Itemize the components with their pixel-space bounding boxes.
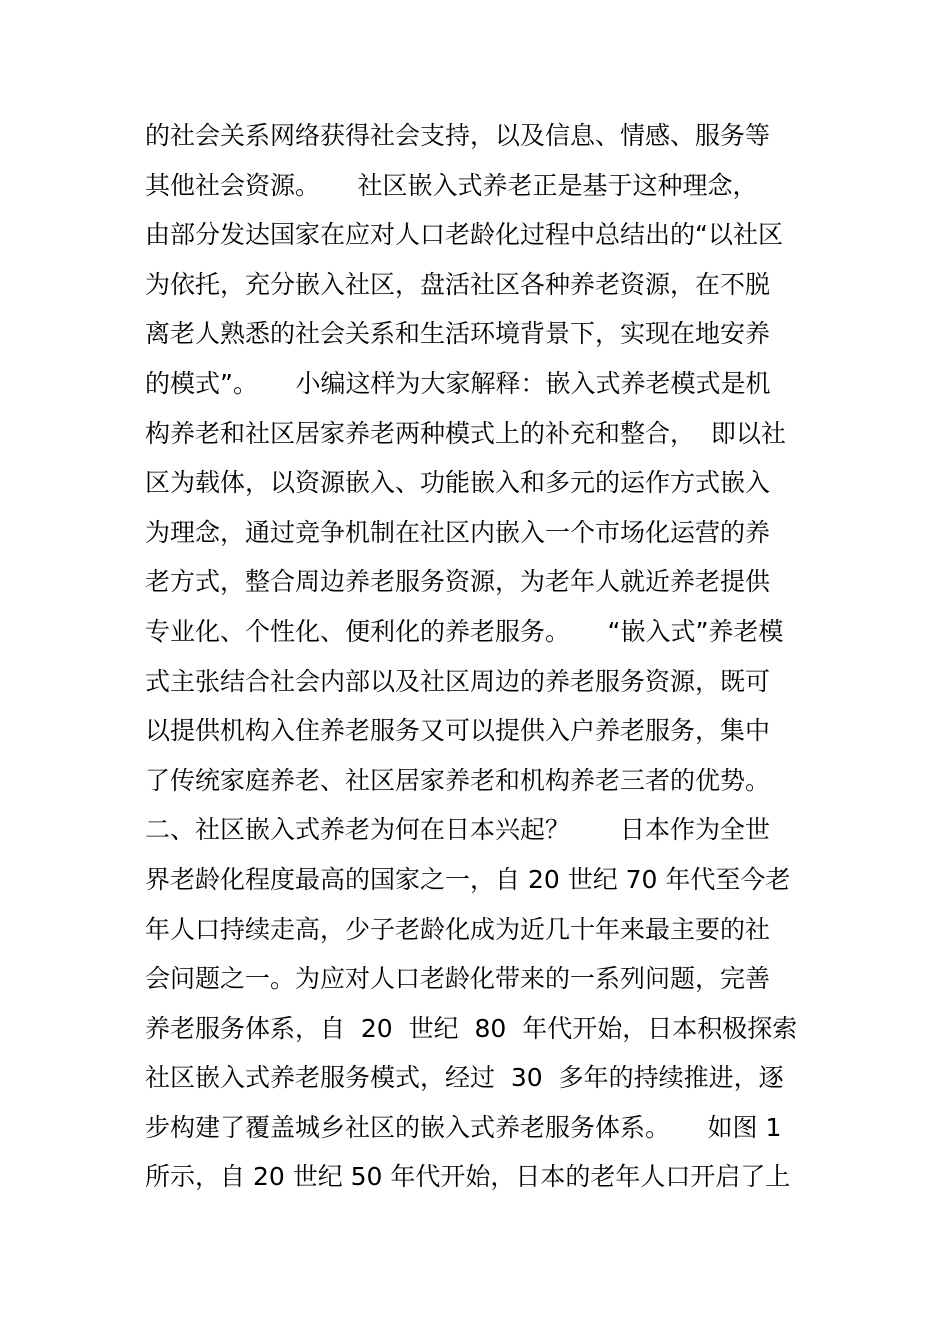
text-line-5: 离老人熟悉的社会关系和生活环境背景下，实现在地安养 bbox=[145, 319, 771, 349]
body-text bbox=[145, 111, 815, 1202]
text-line-1: 的社会关系网络获得社会支持，以及信息、情感、服务等 bbox=[145, 121, 771, 150]
text-line-3: 由部分发达国家在应对人口老龄化过程中总结出的“以社区 bbox=[145, 220, 783, 250]
text-line-18: 会问题之一。为应对人口老龄化带来的一系列问题，完善 bbox=[145, 964, 771, 994]
text-line-22: 所示，自 20 世纪 50 年代开始，日本的老年人口开启了上 bbox=[145, 1162, 791, 1192]
text-line-10: 老方式，整合周边养老服务资源，为老年人就近养老提供 bbox=[145, 567, 771, 597]
text-line-7: 构养老和社区居家养老两种模式上的补充和整合， 即以社 bbox=[145, 418, 786, 448]
text-line-9: 为理念，通过竞争机制在社区内嵌入一个市场化运营的养 bbox=[145, 517, 771, 547]
text-line-8: 区为载体，以资源嵌入、功能嵌入和多元的运作方式嵌入 bbox=[145, 468, 771, 498]
text-line-16: 界老龄化程度最高的国家之一，自 20 世纪 70 年代至今老 bbox=[145, 864, 791, 894]
text-line-17: 年人口持续走高，少子老龄化成为近几十年来最主要的社 bbox=[145, 914, 771, 944]
text-line-21: 步构建了覆盖城乡社区的嵌入式养老服务体系。 如图 1 bbox=[145, 1112, 782, 1142]
text-line-4: 为依托，充分嵌入社区，盘活社区各种养老资源，在不脱 bbox=[145, 269, 771, 299]
text-line-13: 以提供机构入住养老服务又可以提供入户养老服务，集中 bbox=[145, 716, 771, 746]
text-line-20: 社区嵌入式养老服务模式，经过 30 多年的持续推进，逐 bbox=[145, 1063, 784, 1093]
text-line-12: 式主张结合社会内部以及社区周边的养老服务资源，既可 bbox=[145, 666, 771, 696]
text-line-15: 二、社区嵌入式养老为何在日本兴起？ 日本作为全世 bbox=[145, 815, 771, 845]
text-line-6: 的模式”。 小编这样为大家解释：嵌入式养老模式是机 bbox=[145, 368, 771, 398]
text-line-2: 其他社会资源。 社区嵌入式养老正是基于这种理念， bbox=[145, 170, 758, 200]
text-line-14: 了传统家庭养老、社区居家养老和机构养老三者的优势。 bbox=[145, 765, 771, 795]
text-line-11: 专业化、个性化、便利化的养老服务。 “嵌入式”养老模 bbox=[145, 616, 784, 646]
text-line-19: 养老服务体系，自 20 世纪 80 年代开始，日本积极探索 bbox=[145, 1013, 798, 1043]
